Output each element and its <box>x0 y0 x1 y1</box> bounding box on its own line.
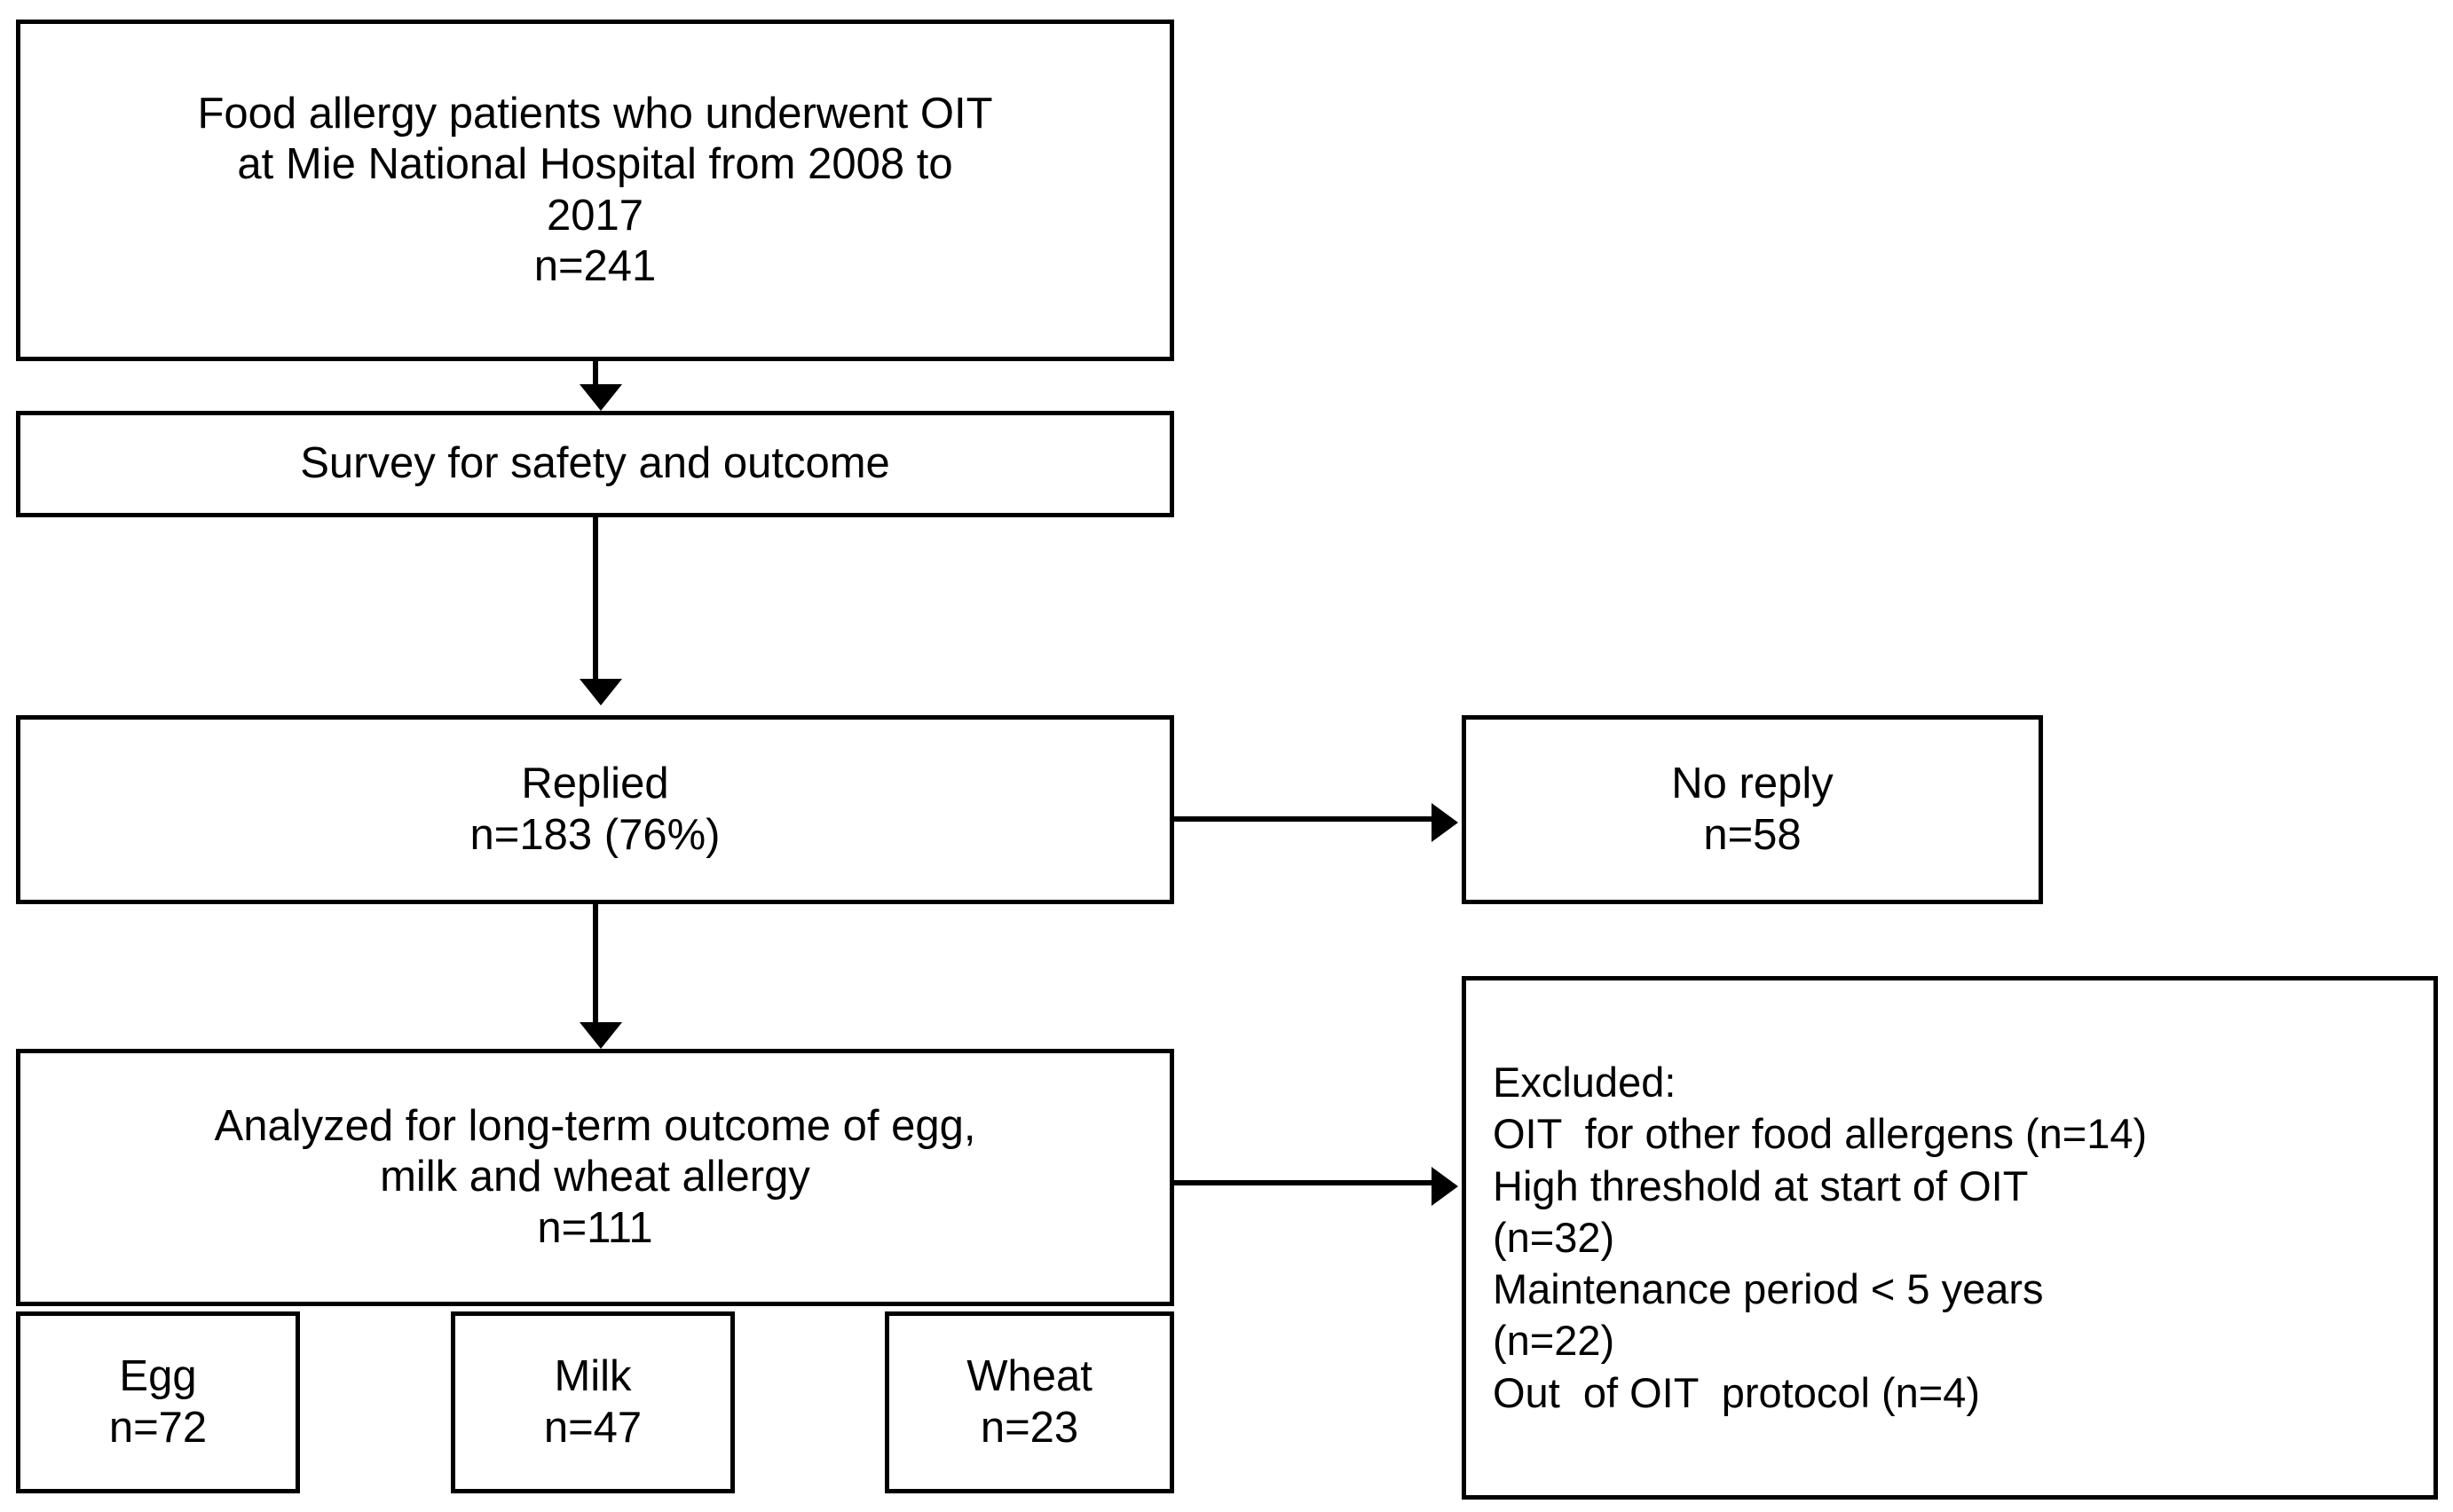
arrow-survey-to-replied <box>593 517 598 684</box>
no-reply-line-1: No reply <box>1671 760 1834 808</box>
egg-line-1: Egg <box>119 1352 197 1401</box>
excluded-line-6: (n=22) <box>1493 1317 1615 1365</box>
enrolled-patients-box <box>16 20 1174 361</box>
arrow-enrolled-to-survey <box>593 361 598 390</box>
excluded-line-4: (n=32) <box>1493 1213 1615 1261</box>
milk-box <box>451 1311 735 1493</box>
analyzed-line-1: Analyzed for long-term outcome of egg, <box>214 1102 976 1150</box>
arrow-replied-to-no-reply <box>1174 816 1435 822</box>
milk-line-1: Milk <box>554 1352 632 1401</box>
survey-line-1: Survey for safety and outcome <box>300 439 890 488</box>
enrolled-line-1: Food allergy patients who underwent OIT <box>197 89 993 138</box>
excluded-line-2: OIT for other food allergens (n=14) <box>1493 1110 2148 1158</box>
analyzed-box <box>16 1049 1174 1306</box>
arrow-replied-to-analyzed <box>593 904 598 1028</box>
analyzed-line-3: n=111 <box>537 1203 653 1252</box>
enrolled-line-2: at Mie National Hospital from 2008 to <box>237 140 953 189</box>
survey-box <box>16 411 1174 517</box>
egg-box <box>16 1311 300 1493</box>
wheat-line-2: n=23 <box>980 1403 1079 1452</box>
enrolled-line-3: 2017 <box>546 191 643 240</box>
replied-box <box>16 715 1174 904</box>
no-reply-line-2: n=58 <box>1703 810 1802 859</box>
replied-line-1: Replied <box>521 760 669 808</box>
arrow-analyzed-to-excluded <box>1174 1180 1435 1185</box>
excluded-line-1: Excluded: <box>1493 1059 1676 1106</box>
analyzed-line-2: milk and wheat allergy <box>380 1153 810 1201</box>
replied-line-2: n=183 (76%) <box>469 810 721 859</box>
wheat-line-1: Wheat <box>966 1352 1092 1401</box>
wheat-box <box>885 1311 1174 1493</box>
egg-line-2: n=72 <box>108 1403 208 1452</box>
no-reply-box <box>1462 715 2043 904</box>
excluded-line-3: High threshold at start of OIT <box>1493 1162 2029 1209</box>
excluded-box <box>1462 976 2438 1500</box>
enrolled-line-4: n=241 <box>533 241 657 290</box>
excluded-line-7: Out of OIT protocol (n=4) <box>1493 1368 1981 1416</box>
milk-line-2: n=47 <box>543 1403 643 1452</box>
excluded-line-5: Maintenance period < 5 years <box>1493 1265 2044 1313</box>
